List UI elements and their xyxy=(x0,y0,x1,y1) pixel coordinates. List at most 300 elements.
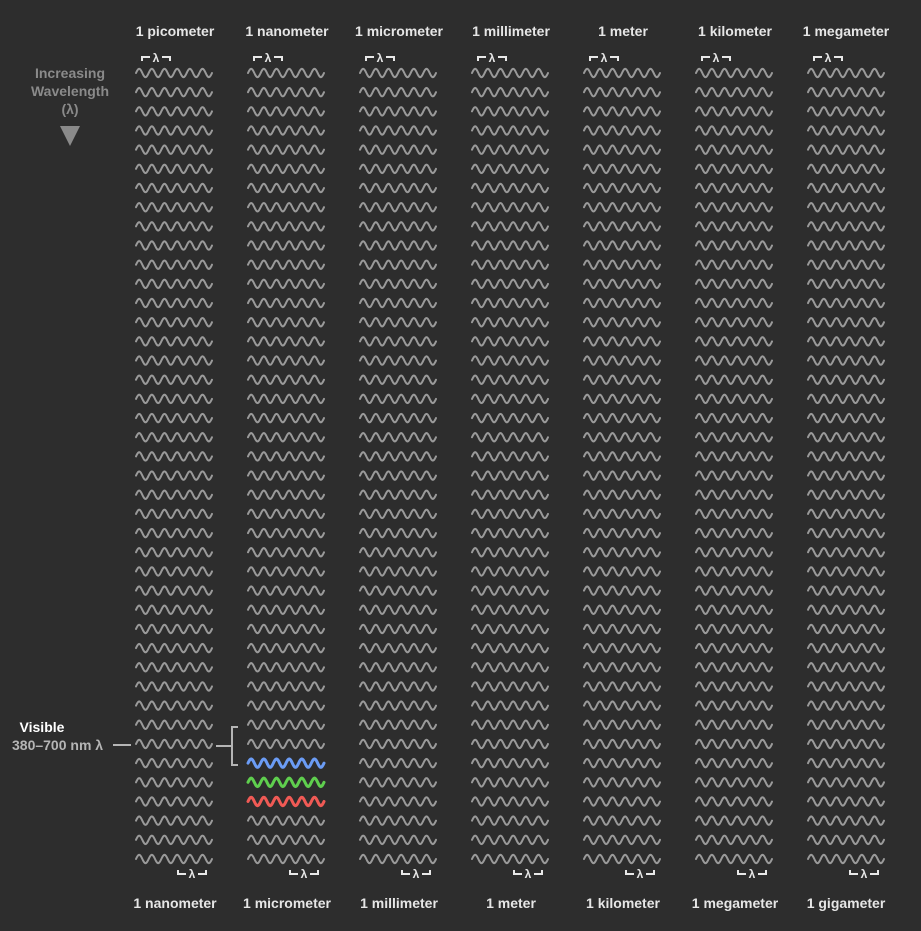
column-top-label-kilometer: 1 kilometer xyxy=(698,23,772,39)
wave xyxy=(136,778,212,786)
wave xyxy=(136,165,212,173)
wave xyxy=(808,88,884,96)
wave xyxy=(360,701,436,709)
wave xyxy=(136,740,212,748)
lambda-bracket-bottom xyxy=(850,866,878,881)
wave xyxy=(248,203,324,211)
lambda-label-top: λ xyxy=(264,51,272,65)
wave xyxy=(360,126,436,134)
wave xyxy=(472,88,548,96)
wave xyxy=(808,452,884,460)
wave xyxy=(136,337,212,345)
wave xyxy=(696,644,772,652)
wave xyxy=(584,529,660,537)
wave xyxy=(808,567,884,575)
wave xyxy=(472,778,548,786)
wave xyxy=(472,759,548,767)
wave xyxy=(696,471,772,479)
wave xyxy=(248,644,324,652)
wave xyxy=(248,625,324,633)
wave xyxy=(584,395,660,403)
column-top-label-micrometer: 1 micrometer xyxy=(355,23,443,39)
wave xyxy=(584,433,660,441)
wave xyxy=(136,855,212,863)
wave xyxy=(696,356,772,364)
column-top-label-picometer: 1 picometer xyxy=(135,23,215,39)
wave xyxy=(808,625,884,633)
wave xyxy=(808,510,884,518)
lambda-bracket-bottom xyxy=(402,866,430,881)
wave xyxy=(248,855,324,863)
lambda-bracket-bottom xyxy=(738,866,766,881)
wave xyxy=(472,721,548,729)
lambda-bracket-top xyxy=(590,51,618,65)
wave xyxy=(696,261,772,269)
wave xyxy=(808,126,884,134)
wave xyxy=(360,69,436,77)
wave xyxy=(136,836,212,844)
wave xyxy=(808,145,884,153)
wave xyxy=(136,759,212,767)
wave xyxy=(584,778,660,786)
wave xyxy=(808,261,884,269)
wave xyxy=(136,203,212,211)
wave xyxy=(472,606,548,614)
wave xyxy=(248,721,324,729)
wave xyxy=(360,414,436,422)
wave xyxy=(360,184,436,192)
wave xyxy=(808,184,884,192)
wave xyxy=(696,510,772,518)
wave xyxy=(136,567,212,575)
wave xyxy=(696,69,772,77)
visible-title: Visible xyxy=(19,719,65,735)
wave xyxy=(808,759,884,767)
column-top-label-megameter: 1 megameter xyxy=(802,23,890,39)
wave xyxy=(472,203,548,211)
wave xyxy=(584,376,660,384)
wave xyxy=(584,241,660,249)
wave xyxy=(248,510,324,518)
wave xyxy=(696,740,772,748)
wave xyxy=(360,529,436,537)
wave xyxy=(360,797,436,805)
visible-bracket xyxy=(216,727,238,765)
wave xyxy=(472,318,548,326)
wave xyxy=(584,548,660,556)
visible-blue-wave xyxy=(248,759,324,767)
wave xyxy=(248,816,324,824)
wave xyxy=(136,414,212,422)
wave xyxy=(472,586,548,594)
lambda-bracket-bottom xyxy=(290,866,318,881)
column-top-label-meter: 1 meter xyxy=(598,23,648,39)
lambda-bracket-bottom xyxy=(178,866,206,881)
column-bottom-label-megameter: 1 megameter xyxy=(691,895,779,911)
wave xyxy=(360,452,436,460)
wave xyxy=(472,740,548,748)
wave xyxy=(584,88,660,96)
wave xyxy=(696,184,772,192)
wave xyxy=(584,721,660,729)
wave xyxy=(696,836,772,844)
lambda-label-bottom: λ xyxy=(188,867,196,881)
wave xyxy=(696,701,772,709)
wave xyxy=(248,280,324,288)
wave xyxy=(696,126,772,134)
wave xyxy=(248,395,324,403)
visible-red-wave xyxy=(248,797,324,805)
wave xyxy=(472,280,548,288)
wave xyxy=(360,107,436,115)
wave xyxy=(696,280,772,288)
wave xyxy=(584,855,660,863)
wave xyxy=(136,356,212,364)
wave xyxy=(248,107,324,115)
wave xyxy=(808,663,884,671)
wave xyxy=(136,663,212,671)
lambda-label-bottom: λ xyxy=(636,867,644,881)
wave xyxy=(808,414,884,422)
wave xyxy=(696,529,772,537)
wave xyxy=(360,586,436,594)
wave xyxy=(136,280,212,288)
wave xyxy=(472,241,548,249)
wave xyxy=(808,740,884,748)
wave xyxy=(360,241,436,249)
wave xyxy=(136,816,212,824)
wave xyxy=(136,88,212,96)
wave xyxy=(472,701,548,709)
lambda-bracket-top xyxy=(254,51,282,65)
wave xyxy=(696,376,772,384)
wave xyxy=(808,644,884,652)
wave xyxy=(136,491,212,499)
wave xyxy=(248,88,324,96)
wave xyxy=(136,644,212,652)
wave xyxy=(808,586,884,594)
wave xyxy=(136,318,212,326)
wave xyxy=(360,644,436,652)
wave xyxy=(584,740,660,748)
wave xyxy=(472,529,548,537)
column-bottom-label-kilometer: 1 kilometer xyxy=(586,895,660,911)
wave xyxy=(584,261,660,269)
lambda-label-bottom: λ xyxy=(748,867,756,881)
visible-range: 380–700 nm λ xyxy=(12,737,104,753)
wave xyxy=(472,69,548,77)
wave xyxy=(584,452,660,460)
wave xyxy=(248,222,324,230)
wave xyxy=(360,816,436,824)
wave xyxy=(472,816,548,824)
wave xyxy=(584,625,660,633)
wave xyxy=(360,740,436,748)
wave xyxy=(696,816,772,824)
wave xyxy=(136,625,212,633)
column-bottom-label-micrometer: 1 micrometer xyxy=(243,895,331,911)
wave xyxy=(808,222,884,230)
wave xyxy=(136,701,212,709)
wave xyxy=(472,184,548,192)
wave xyxy=(360,682,436,690)
wave xyxy=(248,376,324,384)
wave xyxy=(136,548,212,556)
wave xyxy=(584,184,660,192)
wave xyxy=(360,88,436,96)
wave xyxy=(584,682,660,690)
wave xyxy=(472,625,548,633)
wave xyxy=(696,606,772,614)
wave xyxy=(360,356,436,364)
column-bottom-label-millimeter: 1 millimeter xyxy=(360,895,438,911)
wave xyxy=(472,663,548,671)
wave xyxy=(248,740,324,748)
wave xyxy=(584,203,660,211)
wave xyxy=(136,145,212,153)
wave xyxy=(136,797,212,805)
wave xyxy=(472,261,548,269)
wave xyxy=(136,395,212,403)
wave xyxy=(808,682,884,690)
wave-column-2 xyxy=(248,51,324,881)
wave xyxy=(696,548,772,556)
wave xyxy=(472,797,548,805)
wave xyxy=(136,126,212,134)
wave xyxy=(696,721,772,729)
lambda-label-bottom: λ xyxy=(300,867,308,881)
wave xyxy=(808,529,884,537)
wave xyxy=(472,855,548,863)
lambda-label-bottom: λ xyxy=(860,867,868,881)
wave xyxy=(136,586,212,594)
wave xyxy=(584,586,660,594)
wave xyxy=(248,414,324,422)
lambda-bracket-top xyxy=(478,51,506,65)
wave xyxy=(360,299,436,307)
wave xyxy=(808,376,884,384)
wave xyxy=(360,606,436,614)
wave xyxy=(136,721,212,729)
wave xyxy=(360,165,436,173)
wave xyxy=(472,567,548,575)
wave xyxy=(248,701,324,709)
wave xyxy=(136,69,212,77)
wave xyxy=(360,625,436,633)
wave xyxy=(696,88,772,96)
wave xyxy=(472,356,548,364)
wave xyxy=(360,836,436,844)
wave xyxy=(808,203,884,211)
wave xyxy=(248,567,324,575)
wave xyxy=(696,318,772,326)
wave xyxy=(696,586,772,594)
wave xyxy=(808,395,884,403)
wave xyxy=(808,471,884,479)
wave xyxy=(696,491,772,499)
column-top-label-millimeter: 1 millimeter xyxy=(472,23,550,39)
wave xyxy=(808,701,884,709)
wave xyxy=(808,855,884,863)
wave xyxy=(696,567,772,575)
wave xyxy=(472,510,548,518)
wave xyxy=(360,261,436,269)
wave xyxy=(584,69,660,77)
wave xyxy=(696,663,772,671)
wave-column-1 xyxy=(136,51,212,881)
wave xyxy=(360,778,436,786)
wave xyxy=(696,241,772,249)
wave xyxy=(248,356,324,364)
wave xyxy=(808,778,884,786)
wave xyxy=(584,126,660,134)
wave xyxy=(472,414,548,422)
wave xyxy=(808,548,884,556)
lambda-label: (λ) xyxy=(61,101,79,117)
wave xyxy=(248,126,324,134)
wave xyxy=(808,280,884,288)
wave xyxy=(808,721,884,729)
wave xyxy=(472,145,548,153)
wave xyxy=(248,836,324,844)
lambda-label-bottom: λ xyxy=(412,867,420,881)
wave xyxy=(248,471,324,479)
wave xyxy=(808,816,884,824)
wave xyxy=(136,241,212,249)
wave xyxy=(136,433,212,441)
wave xyxy=(248,682,324,690)
wave xyxy=(584,491,660,499)
wave xyxy=(360,145,436,153)
wave xyxy=(136,510,212,518)
wave xyxy=(360,337,436,345)
lambda-bracket-top xyxy=(366,51,394,65)
wave xyxy=(696,778,772,786)
column-top-label-nanometer: 1 nanometer xyxy=(245,23,329,39)
wave xyxy=(584,510,660,518)
wave xyxy=(360,471,436,479)
wave xyxy=(472,491,548,499)
wave xyxy=(696,395,772,403)
wave xyxy=(584,644,660,652)
wave xyxy=(584,759,660,767)
wave xyxy=(584,107,660,115)
lambda-label-top: λ xyxy=(824,51,832,65)
wave xyxy=(360,203,436,211)
wave xyxy=(584,797,660,805)
wave xyxy=(360,721,436,729)
wave xyxy=(248,337,324,345)
wave xyxy=(584,701,660,709)
wave xyxy=(808,318,884,326)
wave xyxy=(360,318,436,326)
wave xyxy=(136,682,212,690)
wave xyxy=(360,855,436,863)
wave xyxy=(248,261,324,269)
wave xyxy=(696,855,772,863)
wave xyxy=(472,471,548,479)
wave xyxy=(248,452,324,460)
wave xyxy=(696,299,772,307)
wave xyxy=(584,567,660,575)
wave xyxy=(472,126,548,134)
wave xyxy=(136,376,212,384)
wave xyxy=(248,529,324,537)
column-bottom-label-gigameter: 1 gigameter xyxy=(806,895,886,911)
wave xyxy=(360,510,436,518)
wave xyxy=(696,107,772,115)
wave xyxy=(248,548,324,556)
wave xyxy=(248,145,324,153)
wave xyxy=(472,682,548,690)
column-bottom-label-nanometer: 1 nanometer xyxy=(133,895,217,911)
lambda-label-top: λ xyxy=(712,51,720,65)
wave xyxy=(472,337,548,345)
wave xyxy=(136,606,212,614)
wave xyxy=(584,471,660,479)
wave xyxy=(584,606,660,614)
wave xyxy=(584,280,660,288)
wave xyxy=(696,452,772,460)
wave xyxy=(248,299,324,307)
wave xyxy=(584,356,660,364)
wave xyxy=(248,318,324,326)
lambda-label-top: λ xyxy=(488,51,496,65)
wave xyxy=(584,337,660,345)
visible-green-wave xyxy=(248,778,324,786)
wave xyxy=(696,165,772,173)
wave xyxy=(248,433,324,441)
increasing-label: Increasing xyxy=(34,65,106,81)
wave xyxy=(136,222,212,230)
wave xyxy=(696,759,772,767)
wave xyxy=(472,376,548,384)
wave xyxy=(584,663,660,671)
wave xyxy=(696,433,772,441)
wave xyxy=(472,107,548,115)
wave xyxy=(584,816,660,824)
wave xyxy=(584,414,660,422)
wave xyxy=(808,165,884,173)
wave xyxy=(696,203,772,211)
lambda-bracket-bottom xyxy=(514,866,542,881)
wave xyxy=(584,222,660,230)
wave xyxy=(360,433,436,441)
wave xyxy=(696,625,772,633)
wave xyxy=(360,567,436,575)
wave xyxy=(472,165,548,173)
wave-column-7 xyxy=(808,51,884,881)
wave xyxy=(584,299,660,307)
wave xyxy=(808,69,884,77)
wave xyxy=(248,184,324,192)
wave-column-6 xyxy=(696,51,772,881)
wave xyxy=(808,491,884,499)
wave xyxy=(360,280,436,288)
wave xyxy=(360,759,436,767)
wave xyxy=(248,663,324,671)
wave xyxy=(360,548,436,556)
wave xyxy=(248,241,324,249)
wave xyxy=(360,663,436,671)
wave xyxy=(472,433,548,441)
wave xyxy=(472,222,548,230)
wave xyxy=(248,491,324,499)
wave xyxy=(136,107,212,115)
wave xyxy=(472,644,548,652)
lambda-label-top: λ xyxy=(376,51,384,65)
wave xyxy=(360,376,436,384)
